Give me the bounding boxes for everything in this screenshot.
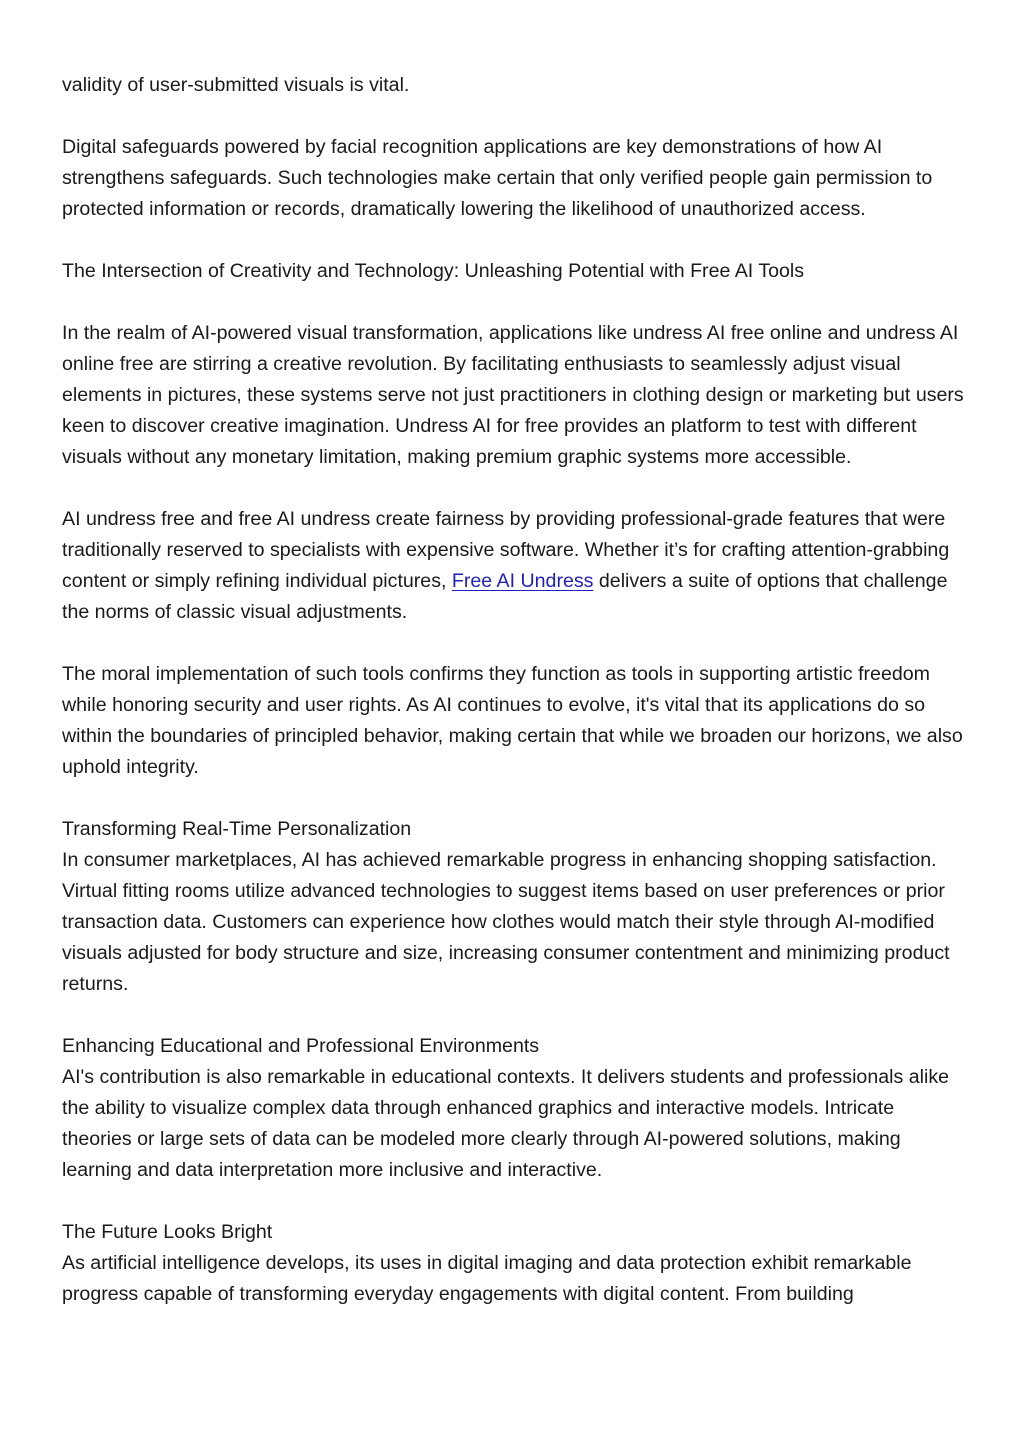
document-page xyxy=(62,70,967,1310)
heading-educational-environments: Enhancing Educational and Professional Environments xyxy=(62,1035,540,1057)
paragraph-digital-safeguards: Digital safeguards powered by facial recognition applications are key demonstrations of how AI strengthens safeguards. Such technologies make certain that only verified people gain permission to protected information or records, dramatically lowering the likelihood of unauthorized access. xyxy=(62,136,933,220)
paragraph-fairness xyxy=(62,504,967,628)
heading-creativity-technology: The Intersection of Creativity and Technology: Unleashing Potential with Free AI Tools xyxy=(62,260,805,282)
paragraph-educational-contexts: AI's contribution is also remarkable in educational contexts. It delivers students and professionals alike the ability to visualize complex data through enhanced graphics and interactive models. Intricate theories or large sets of data can be modeled more clearly through AI-powered solutions, making learning and data interpretation more inclusive and interactive. xyxy=(62,1066,950,1181)
free-ai-undress-link[interactable]: Free AI Undress xyxy=(451,570,594,592)
paragraph-future: As artificial intelligence develops, its uses in digital imaging and data protection exhibit remarkable progress capable of transforming everyday engagements with digital content. From building xyxy=(62,1252,912,1305)
paragraph-visual-transformation: In the realm of AI-powered visual transformation, applications like undress AI free online and undress AI online free are stirring a creative revolution. By facilitating enthusiasts to seamlessly adjust visual elements in pictures, these systems serve not just practitioners in clothing design or marketing but users keen to discover creative imagination. Undress AI for free provides an platform to test with different visuals without any monetary limitation, making premium graphic systems more accessible. xyxy=(62,322,964,468)
paragraph-moral-implementation: The moral implementation of such tools confirms they function as tools in supporting artistic freedom while honoring security and user rights. As AI continues to evolve, it's vital that its applications do so within the boundaries of principled behavior, making certain that while we broaden our horizons, we also uphold integrity. xyxy=(62,663,963,778)
heading-future: The Future Looks Bright xyxy=(62,1221,273,1243)
heading-personalization: Transforming Real-Time Personalization xyxy=(62,818,412,840)
paragraph-fairness-text-before: AI undress free and free AI undress create fairness by providing professional-grade features that were traditionally reserved to specialists with expensive software. Whether it’s for crafting attention-grabbing content or simply refining individual pictures, xyxy=(62,508,950,592)
paragraph-consumer-marketplaces: In consumer marketplaces, AI has achieved remarkable progress in enhancing shopping satisfaction. Virtual fitting rooms utilize advanced technologies to suggest items based on user preferences or prior transaction data. Customers can experience how clothes would match their style through AI-modified visuals adjusted for body structure and size, increasing consumer contentment and minimizing product returns. xyxy=(62,849,950,995)
paragraph-fairness-text-after: delivers a suite of options that challenge the norms of classic visual adjustments. xyxy=(62,570,948,623)
paragraph-validity: validity of user-submitted visuals is vital. xyxy=(62,74,410,96)
